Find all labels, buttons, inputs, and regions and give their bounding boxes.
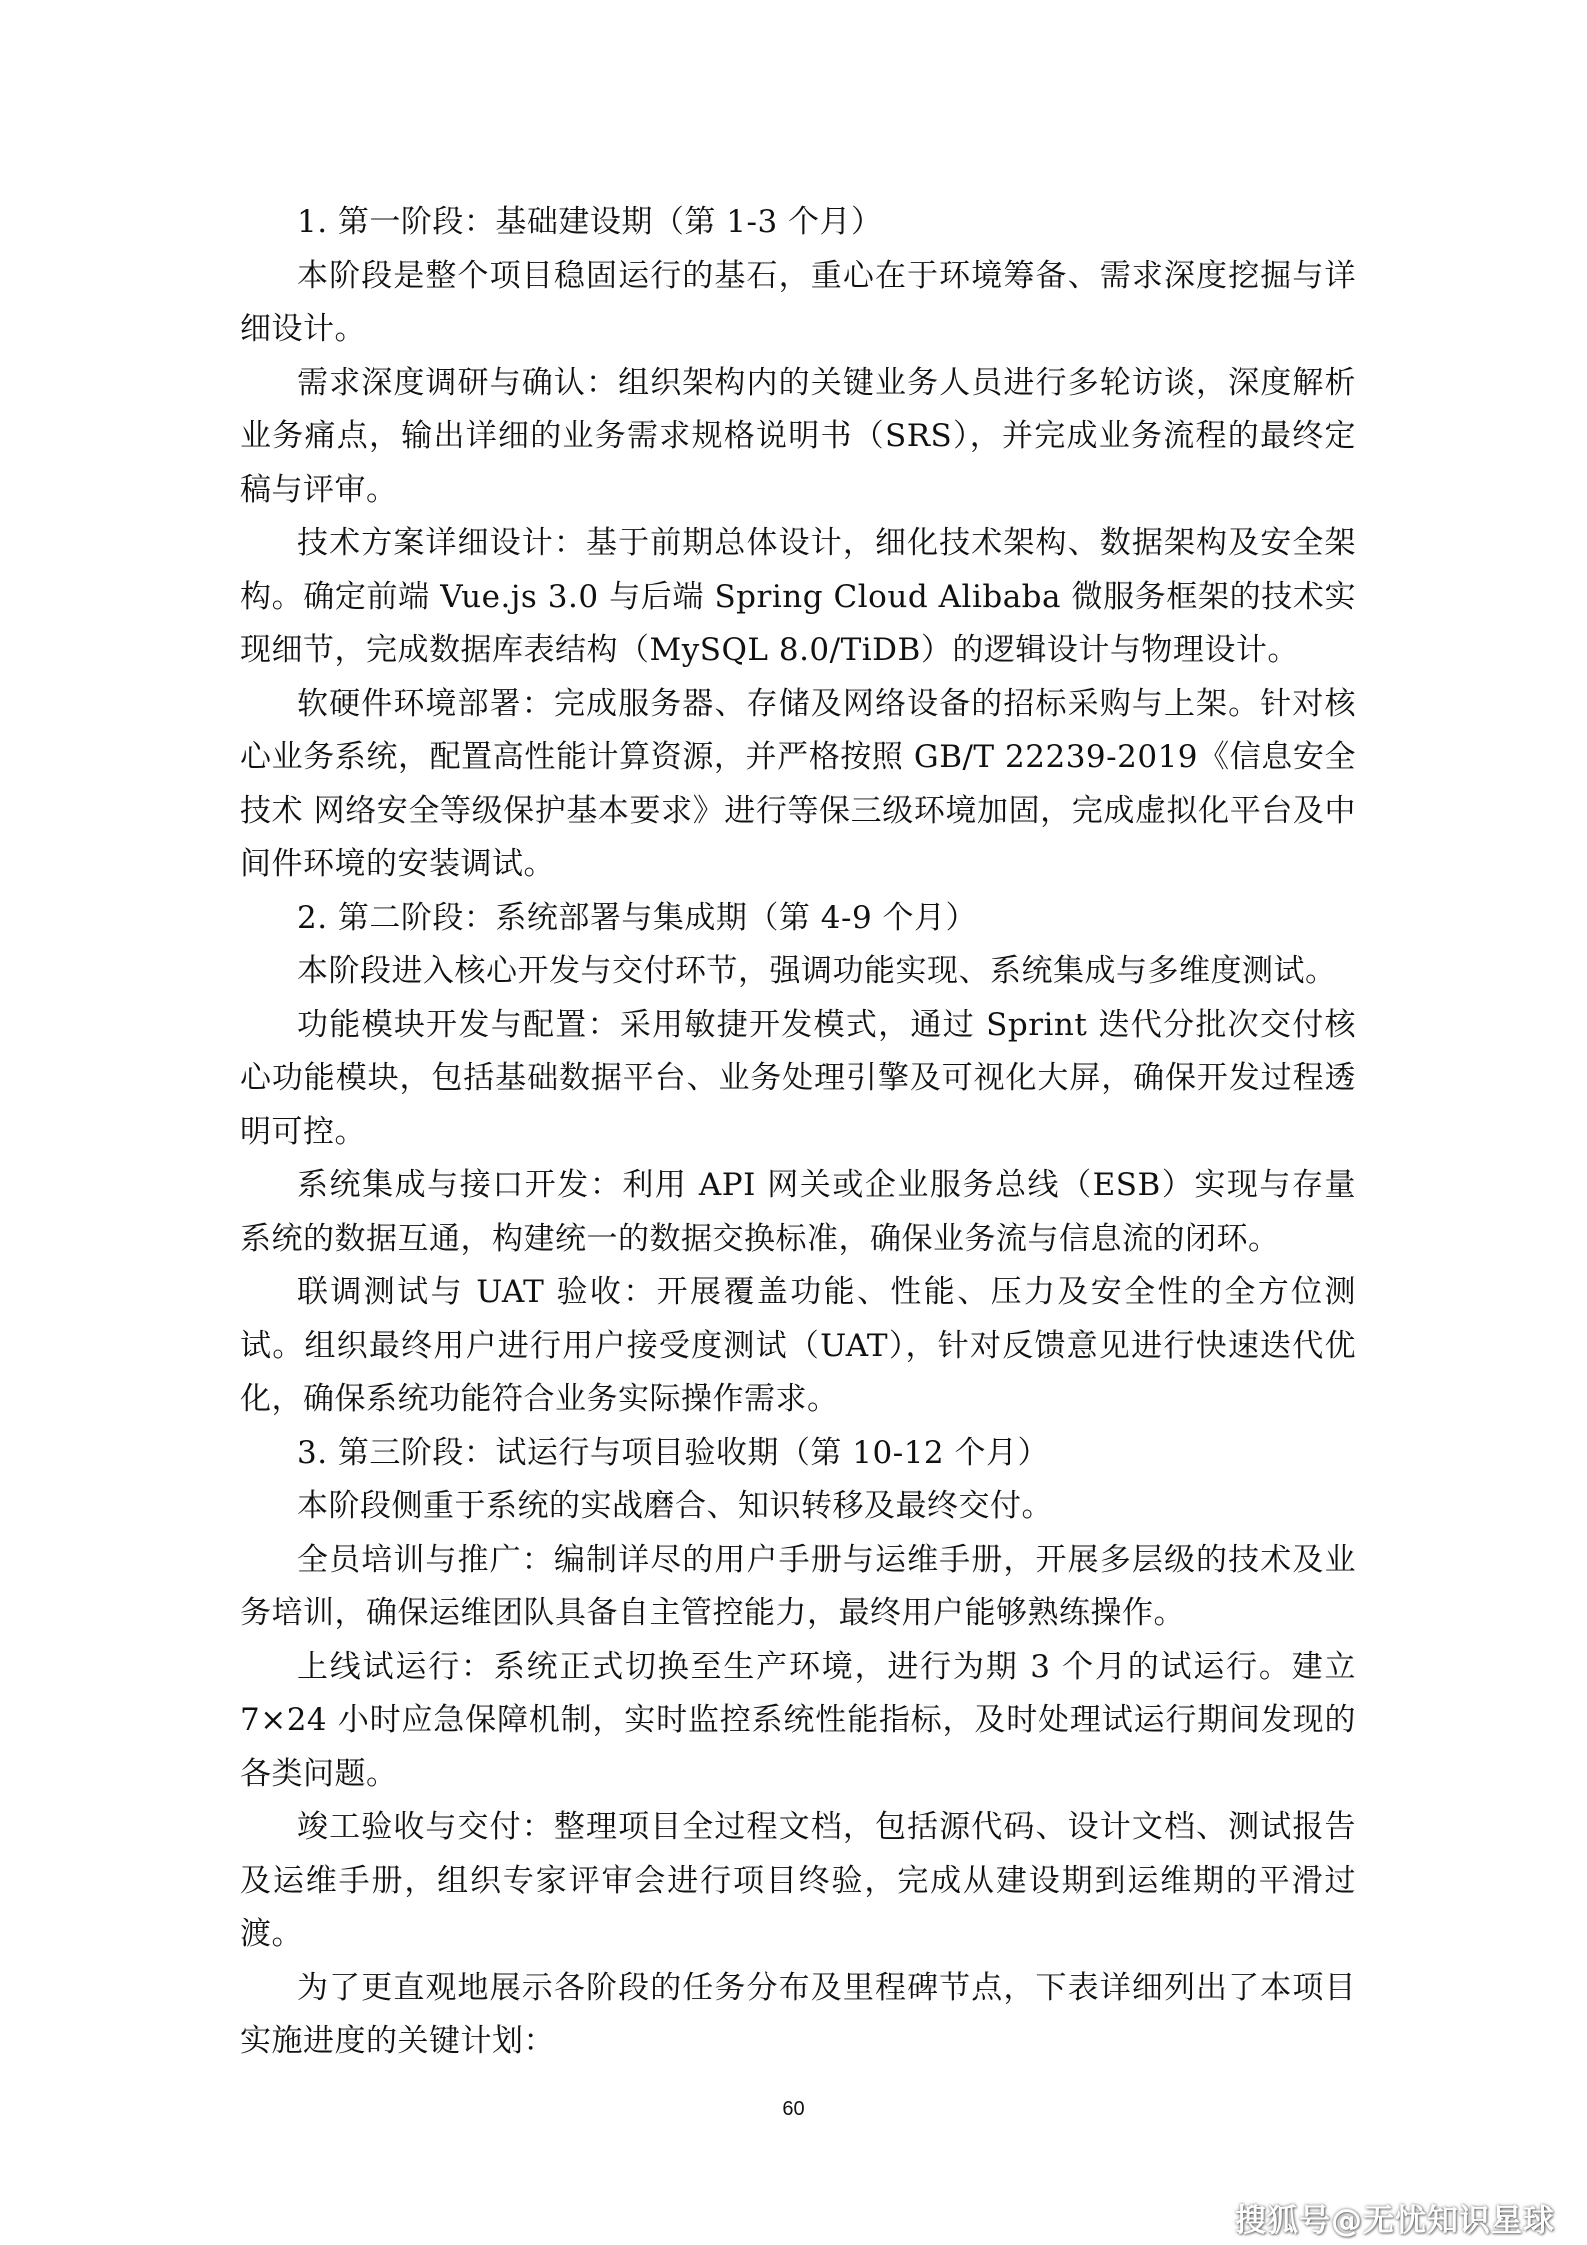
paragraph-schedule-intro: 为了更直观地展示各阶段的任务分布及里程碑节点，下表详细列出了本项目实施进度的关键计划： [240, 1969, 1356, 2059]
paragraph-environment-deployment: 软硬件环境部署：完成服务器、存储及网络设备的招标采购与上架。针对核心业务系统，配置高性能计算资源，并严格按照 GB/T 22239-2019《信息安全技术 网络安全等级保护基本要求》进行等保三级环境加固，完成虚拟化平台及中间件环境的安装调试。 [240, 685, 1356, 882]
section-heading-phase-2: 2. 第二阶段：系统部署与集成期（第 4-9 个月） [297, 899, 978, 936]
paragraph-training: 全员培训与推广：编制详尽的用户手册与运维手册，开展多层级的技术及业务培训，确保运维团队具备自主管控能力，最终用户能够熟练操作。 [240, 1541, 1356, 1631]
paragraph-trial-run: 上线试运行：系统正式切换至生产环境，进行为期 3 个月的试运行。建立 7×24 小时应急保障机制，实时监控系统性能指标，及时处理试运行期间发现的各类问题。 [240, 1648, 1356, 1792]
paragraph-phase-2-intro: 本阶段进入核心开发与交付环节，强调功能实现、系统集成与多维度测试。 [297, 953, 1337, 989]
document-body [240, 196, 1356, 2069]
watermark: 搜狐号@无忧知识星球 [1235, 2203, 1555, 2239]
paragraph-phase-1-intro: 本阶段是整个项目稳固运行的基石，重心在于环境筹备、需求深度挖掘与详细设计。 [240, 257, 1356, 347]
paragraph-module-development: 功能模块开发与配置：采用敏捷开发模式，通过 Sprint 迭代分批次交付核心功能模块，包括基础数据平台、业务处理引擎及可视化大屏，确保开发过程透明可控。 [240, 1006, 1356, 1150]
paragraph-requirements-research: 需求深度调研与确认：组织架构内的关键业务人员进行多轮访谈，深度解析业务痛点，输出详细的业务需求规格说明书（SRS），并完成业务流程的最终定稿与评审。 [240, 364, 1356, 508]
paragraph-phase-3-intro: 本阶段侧重于系统的实战磨合、知识转移及最终交付。 [297, 1488, 1053, 1524]
paragraph-technical-design: 技术方案详细设计：基于前期总体设计，细化技术架构、数据架构及安全架构。确定前端 Vue.js 3.0 与后端 Spring Cloud Alibaba 微服务框架的技术实现细节，完成数据库表结构（MySQL 8.0/TiDB）的逻辑设计与物理设计。 [240, 525, 1356, 668]
section-heading-phase-1: 1. 第一阶段：基础建设期（第 1-3 个月） [297, 204, 883, 240]
section-heading-phase-3: 3. 第三阶段：试运行与项目验收期（第 10-12 个月） [297, 1434, 1050, 1471]
paragraph-system-integration: 系统集成与接口开发：利用 API 网关或企业服务总线（ESB）实现与存量系统的数据互通，构建统一的数据交换标准，确保业务流与信息流的闭环。 [240, 1167, 1356, 1257]
paragraph-uat-testing: 联调测试与 UAT 验收：开展覆盖功能、性能、压力及安全性的全方位测试。组织最终用户进行用户接受度测试（UAT），针对反馈意见进行快速迭代优化，确保系统功能符合业务实际操作需求。 [240, 1274, 1356, 1417]
paragraph-final-acceptance: 竣工验收与交付：整理项目全过程文档，包括源代码、设计文档、测试报告及运维手册，组织专家评审会进行项目终验，完成从建设期到运维期的平滑过渡。 [240, 1809, 1356, 1952]
page-number: 60 [782, 2098, 805, 2120]
